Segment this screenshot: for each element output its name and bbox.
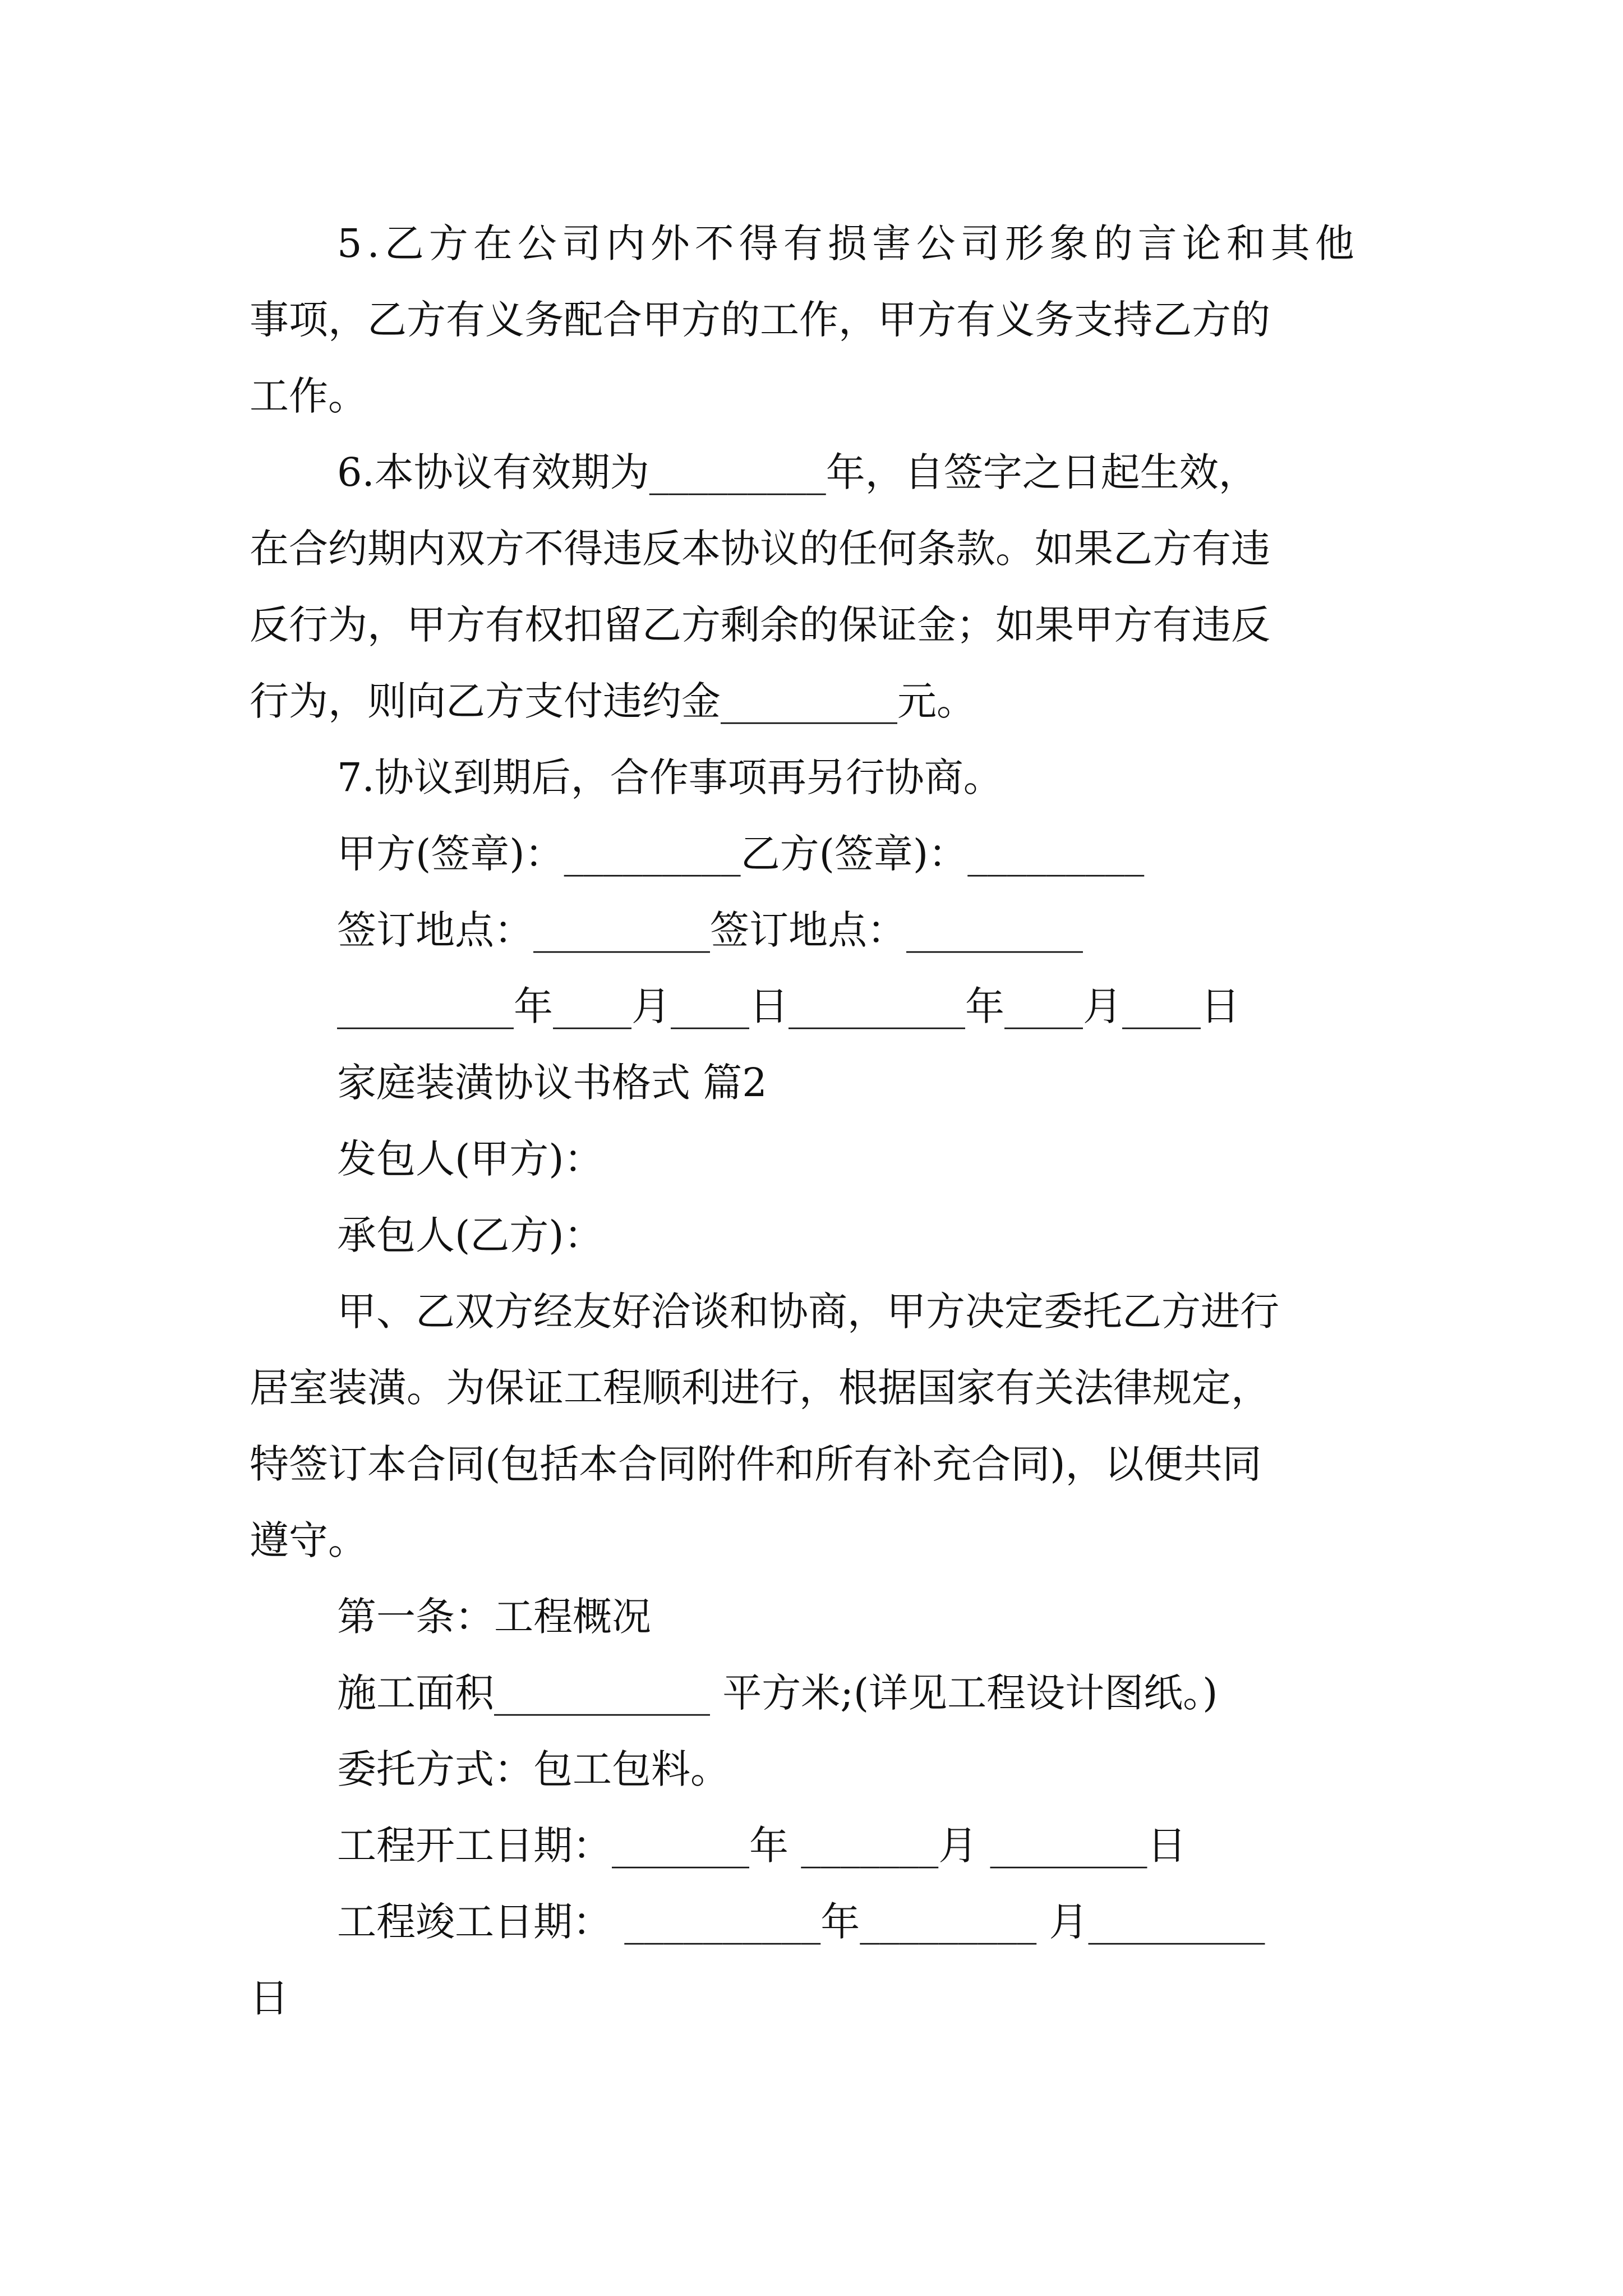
signing-date-line: _________年____月____日_________年____月____日 — [337, 983, 1240, 1029]
text-line: 反行为，甲方有权扣留乙方剩余的保证金；如果甲方有违反 — [250, 602, 1270, 648]
text-line: 5.乙方在公司内外不得有损害公司形象的言论和其他 — [337, 220, 1359, 266]
text-line: 行为，则向乙方支付违约金_________元。 — [250, 678, 976, 724]
text-line: 日 — [250, 1975, 289, 2021]
text-line: 6.本协议有效期为_________年，自签字之日起生效， — [337, 449, 1258, 495]
start-date-line: 工程开工日期：_______年 _______月 ________日 — [337, 1823, 1187, 1869]
text-line: 施工面积___________ 平方米;(详见工程设计图纸。) — [337, 1670, 1218, 1716]
text-line: 遵守。 — [250, 1517, 367, 1563]
section-heading: 家庭装潢协议书格式 篇2 — [337, 1060, 767, 1106]
completion-date-line: 工程竣工日期： __________年_________ 月_________ — [337, 1899, 1265, 1945]
signing-place-line: 签订地点：_________签订地点：_________ — [337, 907, 1083, 953]
text-line: 居室装潢。为保证工程顺利进行，根据国家有关法律规定， — [250, 1365, 1270, 1411]
party-a-line: 发包人(甲方)： — [337, 1136, 603, 1182]
party-b-line: 承包人(乙方)： — [337, 1212, 603, 1258]
article-heading: 第一条：工程概况 — [337, 1594, 651, 1640]
text-line: 特签订本合同(包括本合同附件和所有补充合同)，以便共同 — [250, 1441, 1262, 1487]
text-line: 事项，乙方有义务配合甲方的工作，甲方有义务支持乙方的 — [250, 297, 1270, 343]
text-line: 7.协议到期后，合作事项再另行协商。 — [337, 754, 1003, 800]
text-line: 委托方式：包工包料。 — [337, 1746, 730, 1792]
text-line: 甲、乙双方经友好洽谈和协商，甲方决定委托乙方进行 — [337, 1289, 1279, 1335]
signature-line: 甲方(签章)：_________乙方(签章)：_________ — [337, 831, 1145, 877]
text-line: 工作。 — [250, 373, 367, 419]
text-line: 在合约期内双方不得违反本协议的任何条款。如果乙方有违 — [250, 526, 1270, 572]
